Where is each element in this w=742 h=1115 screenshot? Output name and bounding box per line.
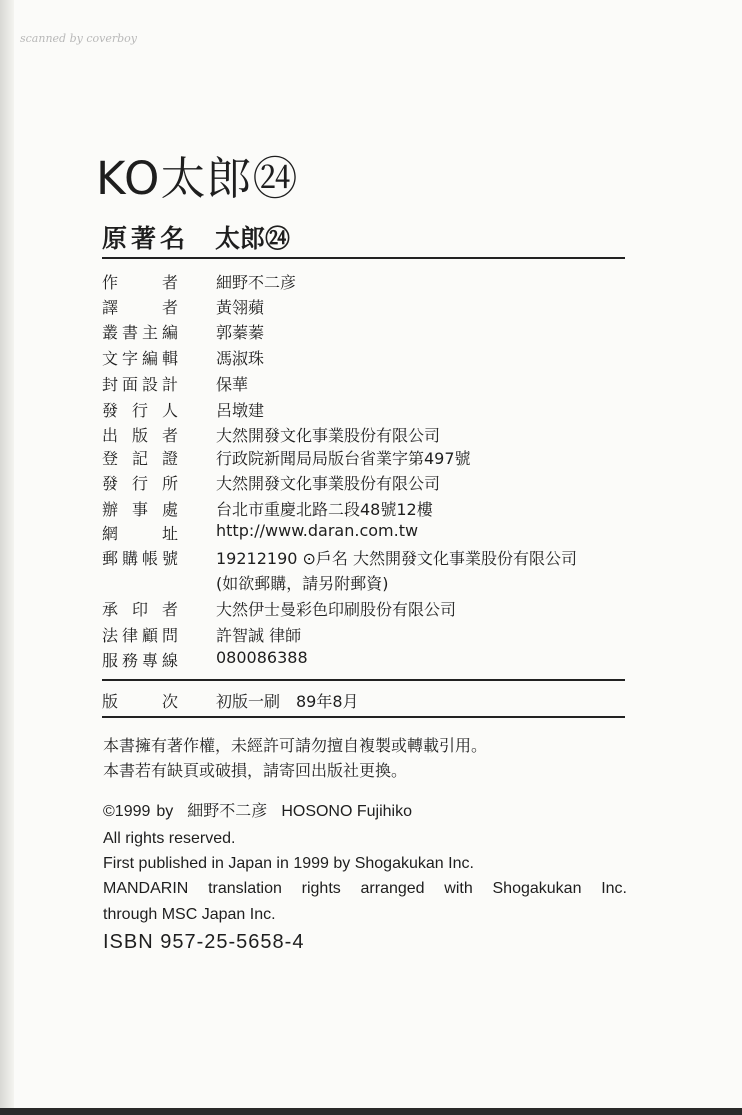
credit-label: 作者 (102, 273, 178, 292)
credit-value: 080086388 (216, 648, 308, 667)
english-notice-line: through MSC Japan Inc. (103, 906, 276, 923)
credit-label: 法律顧問 (102, 626, 178, 645)
credit-value: 大然開發文化事業股份有限公司 (216, 426, 441, 445)
credit-label: 服務專線 (102, 651, 178, 670)
scan-shadow (0, 0, 14, 1115)
edition-label: 版次 (102, 692, 178, 711)
copyright-author-roman: HOSONO Fujihiko (281, 803, 413, 820)
credit-label: 承印者 (102, 600, 178, 619)
copyright-year: ©1999 (103, 803, 151, 820)
credit-label: 譯者 (102, 298, 178, 317)
rights-notice-line: 本書擁有著作權，未經許可請勿擅自複製或轉載引用。 (103, 736, 488, 755)
original-title-value: 太郎㉔ (215, 224, 291, 253)
credit-label: 登記證 (102, 449, 178, 468)
credit-value: 細野不二彦 (216, 273, 297, 292)
credit-value: 黃翎蘋 (216, 298, 265, 317)
credit-value: 大然伊士曼彩色印刷股份有限公司 (216, 600, 457, 619)
english-notice-line: MANDARIN translation rights arranged with Shogakukan Inc. (103, 880, 627, 897)
copyright-author-cn: 細野不二彦 (187, 801, 268, 820)
isbn: ISBN 957-25-5658-4 (103, 931, 305, 953)
credit-label: 辦事處 (102, 500, 178, 519)
credit-label: 封面設計 (102, 375, 178, 394)
scan-bottom-edge (0, 1108, 742, 1115)
credit-value: 許智誠 律師 (216, 626, 302, 645)
copyright-by: by (156, 803, 174, 820)
original-title (102, 219, 290, 255)
credit-value: 呂墩建 (216, 401, 265, 420)
divider-edition-bottom (102, 716, 625, 718)
credit-value: 大然開發文化事業股份有限公司 (216, 474, 441, 493)
original-title-label: 原著名 (102, 224, 190, 253)
divider-edition-top (102, 679, 625, 681)
credit-value: 台北市重慶北路二段48號12樓 (216, 500, 433, 519)
edition-value: 初版一刷 89年8月 (216, 692, 359, 711)
english-notice-line: All rights reserved. (103, 830, 236, 847)
credit-label: 叢書主編 (102, 323, 178, 342)
rights-notice-line: 本書若有缺頁或破損，請寄回出版社更換。 (103, 761, 408, 780)
credit-value: 郭蓁蓁 (216, 323, 265, 342)
credit-value: (如欲郵購，請另附郵資) (216, 574, 389, 593)
website-value: http://www.daran.com.tw (216, 521, 419, 540)
credit-value: 行政院新聞局局版台省業字第497號 (216, 449, 471, 468)
scanner-credit: scanned by coverboy (20, 32, 137, 45)
divider-top (102, 257, 625, 259)
book-title: KO太郎㉔ (96, 152, 299, 205)
credit-label: 出版者 (102, 426, 178, 445)
credit-label: 郵購帳號 (102, 549, 178, 568)
english-notice-line: First published in Japan in 1999 by Shogakukan Inc. (103, 855, 474, 872)
credit-label: 網址 (102, 524, 178, 543)
copyright-line (103, 798, 412, 821)
credit-label: 文字編輯 (102, 349, 178, 368)
credit-value: 19212190 ⊙戶名 大然開發文化事業股份有限公司 (216, 549, 578, 568)
credit-label: 發行人 (102, 401, 178, 420)
credit-value: 馮淑珠 (216, 349, 265, 368)
credit-label: 發行所 (102, 474, 178, 493)
credit-value: 保華 (216, 375, 249, 394)
